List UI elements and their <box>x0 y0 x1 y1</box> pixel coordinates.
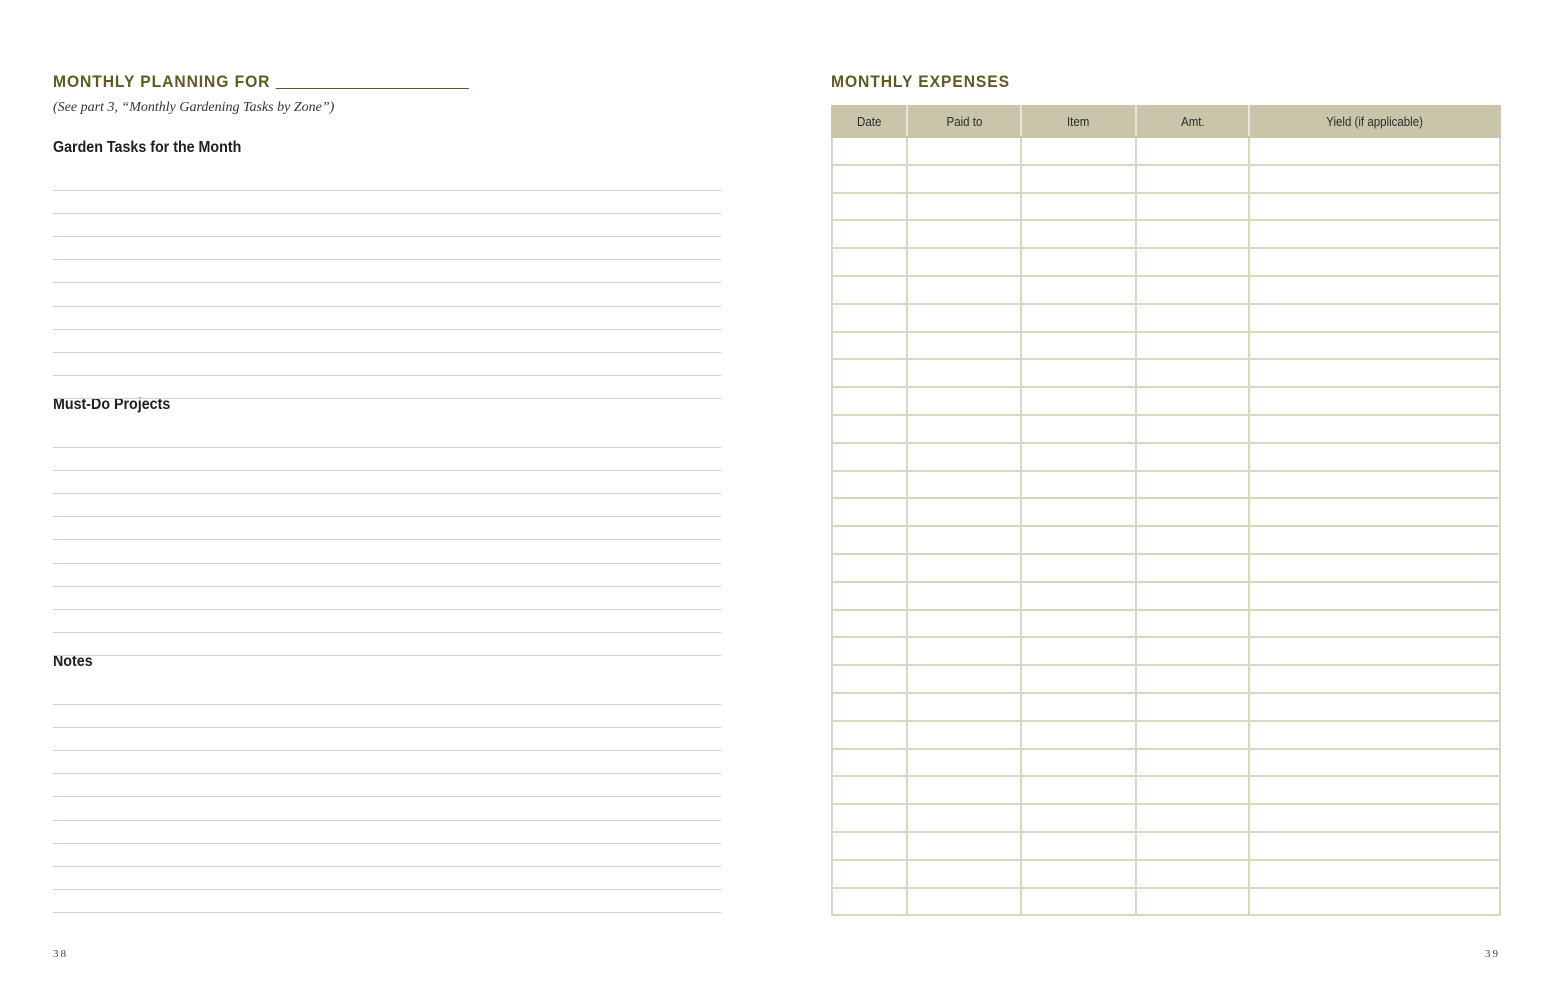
writing-line[interactable] <box>53 609 721 610</box>
cell-date[interactable] <box>832 498 907 526</box>
right-page <box>776 0 1552 996</box>
cell-yield[interactable] <box>1249 193 1500 221</box>
table-row <box>832 137 1500 165</box>
cell-amount[interactable] <box>1136 610 1249 638</box>
writing-line[interactable] <box>53 539 721 540</box>
table-row <box>832 582 1500 610</box>
cell-paid-to[interactable] <box>907 471 1021 499</box>
cell-item[interactable] <box>1021 498 1136 526</box>
cell-date[interactable] <box>832 359 907 387</box>
cell-date[interactable] <box>832 220 907 248</box>
writing-line[interactable] <box>53 889 721 890</box>
cell-paid-to[interactable] <box>907 220 1021 248</box>
table-body <box>832 137 1500 915</box>
table-row <box>832 860 1500 888</box>
column-header-date: Date <box>832 106 907 137</box>
cell-paid-to[interactable] <box>907 610 1021 638</box>
cell-paid-to[interactable] <box>907 193 1021 221</box>
page-number: 38 <box>53 948 68 960</box>
cell-yield[interactable] <box>1249 498 1500 526</box>
cell-date[interactable] <box>832 582 907 610</box>
writing-line[interactable] <box>53 493 721 494</box>
cell-date[interactable] <box>832 610 907 638</box>
cell-amount[interactable] <box>1136 498 1249 526</box>
cell-paid-to[interactable] <box>907 860 1021 888</box>
cell-yield[interactable] <box>1249 220 1500 248</box>
cell-paid-to[interactable] <box>907 749 1021 777</box>
cell-date[interactable] <box>832 554 907 582</box>
table-row <box>832 526 1500 554</box>
cell-amount[interactable] <box>1136 443 1249 471</box>
cell-date[interactable] <box>832 888 907 916</box>
writing-line[interactable] <box>53 586 721 587</box>
writing-line[interactable] <box>53 820 721 821</box>
cell-item[interactable] <box>1021 387 1136 415</box>
table-row <box>832 776 1500 804</box>
cell-item[interactable] <box>1021 526 1136 554</box>
cell-paid-to[interactable] <box>907 665 1021 693</box>
cell-yield[interactable] <box>1249 304 1500 332</box>
cell-item[interactable] <box>1021 582 1136 610</box>
cell-yield[interactable] <box>1249 137 1500 165</box>
cell-amount[interactable] <box>1136 165 1249 193</box>
cell-date[interactable] <box>832 749 907 777</box>
cell-yield[interactable] <box>1249 832 1500 860</box>
cell-date[interactable] <box>832 776 907 804</box>
table-row <box>832 804 1500 832</box>
cell-paid-to[interactable] <box>907 332 1021 360</box>
cell-amount[interactable] <box>1136 248 1249 276</box>
cell-date[interactable] <box>832 332 907 360</box>
cell-amount[interactable] <box>1136 359 1249 387</box>
cell-date[interactable] <box>832 665 907 693</box>
cell-item[interactable] <box>1021 860 1136 888</box>
cell-amount[interactable] <box>1136 637 1249 665</box>
table-row <box>832 610 1500 638</box>
cell-date[interactable] <box>832 693 907 721</box>
cell-amount[interactable] <box>1136 332 1249 360</box>
cell-amount[interactable] <box>1136 888 1249 916</box>
cell-date[interactable] <box>832 860 907 888</box>
cell-paid-to[interactable] <box>907 498 1021 526</box>
table-row <box>832 888 1500 916</box>
section-heading-notes: Notes <box>53 653 93 670</box>
cell-paid-to[interactable] <box>907 582 1021 610</box>
table-row <box>832 415 1500 443</box>
cell-item[interactable] <box>1021 359 1136 387</box>
cell-yield[interactable] <box>1249 776 1500 804</box>
cell-yield[interactable] <box>1249 526 1500 554</box>
cell-amount[interactable] <box>1136 693 1249 721</box>
cell-date[interactable] <box>832 804 907 832</box>
table-row <box>832 387 1500 415</box>
page-title <box>53 72 469 92</box>
cell-yield[interactable] <box>1249 749 1500 777</box>
table-row <box>832 832 1500 860</box>
cell-item[interactable] <box>1021 610 1136 638</box>
cell-yield[interactable] <box>1249 610 1500 638</box>
cell-item[interactable] <box>1021 276 1136 304</box>
cell-amount[interactable] <box>1136 665 1249 693</box>
writing-line[interactable] <box>53 843 721 844</box>
table-row <box>832 304 1500 332</box>
writing-line[interactable] <box>53 516 721 517</box>
writing-line[interactable] <box>53 796 721 797</box>
cell-amount[interactable] <box>1136 304 1249 332</box>
cell-paid-to[interactable] <box>907 443 1021 471</box>
cell-yield[interactable] <box>1249 665 1500 693</box>
cell-date[interactable] <box>832 721 907 749</box>
writing-line[interactable] <box>53 912 721 913</box>
cell-yield[interactable] <box>1249 415 1500 443</box>
table-row <box>832 193 1500 221</box>
column-header-amount: Amt. <box>1136 106 1249 137</box>
cell-yield[interactable] <box>1249 165 1500 193</box>
cell-item[interactable] <box>1021 471 1136 499</box>
cell-paid-to[interactable] <box>907 888 1021 916</box>
cell-item[interactable] <box>1021 554 1136 582</box>
cell-paid-to[interactable] <box>907 387 1021 415</box>
cell-paid-to[interactable] <box>907 637 1021 665</box>
cell-paid-to[interactable] <box>907 832 1021 860</box>
cell-paid-to[interactable] <box>907 276 1021 304</box>
cell-item[interactable] <box>1021 776 1136 804</box>
section-heading-garden-tasks: Garden Tasks for the Month <box>53 139 242 156</box>
page-number: 39 <box>1485 948 1500 960</box>
table-row <box>832 165 1500 193</box>
cell-amount[interactable] <box>1136 749 1249 777</box>
cell-amount[interactable] <box>1136 415 1249 443</box>
column-header-paid-to: Paid to <box>907 106 1021 137</box>
cell-amount[interactable] <box>1136 860 1249 888</box>
cell-item[interactable] <box>1021 637 1136 665</box>
cell-date[interactable] <box>832 165 907 193</box>
writing-line[interactable] <box>53 213 721 214</box>
cell-amount[interactable] <box>1136 832 1249 860</box>
cell-amount[interactable] <box>1136 582 1249 610</box>
cell-amount[interactable] <box>1136 220 1249 248</box>
table-row <box>832 665 1500 693</box>
expenses-table <box>831 105 1501 916</box>
writing-line[interactable] <box>53 632 721 633</box>
cell-yield[interactable] <box>1249 888 1500 916</box>
writing-line[interactable] <box>53 704 721 705</box>
cell-paid-to[interactable] <box>907 804 1021 832</box>
writing-line[interactable] <box>53 727 721 728</box>
cell-paid-to[interactable] <box>907 415 1021 443</box>
column-header-item: Item <box>1021 106 1136 137</box>
table-row <box>832 332 1500 360</box>
table-row <box>832 359 1500 387</box>
page-title-text: MONTHLY PLANNING FOR <box>53 72 271 91</box>
writing-line[interactable] <box>53 773 721 774</box>
cell-date[interactable] <box>832 276 907 304</box>
cell-amount[interactable] <box>1136 387 1249 415</box>
cell-paid-to[interactable] <box>907 554 1021 582</box>
cell-yield[interactable] <box>1249 359 1500 387</box>
writing-line[interactable] <box>53 866 721 867</box>
cell-yield[interactable] <box>1249 637 1500 665</box>
cell-date[interactable] <box>832 193 907 221</box>
table-row <box>832 749 1500 777</box>
table-row <box>832 248 1500 276</box>
cell-paid-to[interactable] <box>907 248 1021 276</box>
cell-date[interactable] <box>832 471 907 499</box>
cell-amount[interactable] <box>1136 137 1249 165</box>
cell-paid-to[interactable] <box>907 721 1021 749</box>
cell-item[interactable] <box>1021 165 1136 193</box>
cell-item[interactable] <box>1021 443 1136 471</box>
cell-date[interactable] <box>832 387 907 415</box>
writing-line[interactable] <box>53 563 721 564</box>
cell-item[interactable] <box>1021 332 1136 360</box>
table-row <box>832 721 1500 749</box>
writing-line[interactable] <box>53 259 721 260</box>
cell-paid-to[interactable] <box>907 776 1021 804</box>
cell-paid-to[interactable] <box>907 359 1021 387</box>
cell-yield[interactable] <box>1249 248 1500 276</box>
table-row <box>832 554 1500 582</box>
cell-yield[interactable] <box>1249 471 1500 499</box>
cell-item[interactable] <box>1021 220 1136 248</box>
table-row <box>832 220 1500 248</box>
cell-item[interactable] <box>1021 832 1136 860</box>
table-row <box>832 693 1500 721</box>
cell-item[interactable] <box>1021 804 1136 832</box>
column-header-yield: Yield (if applicable) <box>1249 106 1500 137</box>
writing-line[interactable] <box>53 236 721 237</box>
cell-amount[interactable] <box>1136 276 1249 304</box>
cell-amount[interactable] <box>1136 721 1249 749</box>
cell-yield[interactable] <box>1249 554 1500 582</box>
writing-line[interactable] <box>53 750 721 751</box>
cell-yield[interactable] <box>1249 804 1500 832</box>
cell-date[interactable] <box>832 443 907 471</box>
cell-date[interactable] <box>832 526 907 554</box>
cell-item[interactable] <box>1021 304 1136 332</box>
cell-item[interactable] <box>1021 248 1136 276</box>
cell-yield[interactable] <box>1249 860 1500 888</box>
cell-amount[interactable] <box>1136 471 1249 499</box>
expenses-title: MONTHLY EXPENSES <box>831 72 1010 91</box>
writing-line[interactable] <box>53 282 721 283</box>
table-row <box>832 498 1500 526</box>
table-row <box>832 276 1500 304</box>
cell-paid-to[interactable] <box>907 304 1021 332</box>
section-heading-must-do-projects: Must-Do Projects <box>53 396 171 413</box>
writing-line[interactable] <box>53 447 721 448</box>
cell-yield[interactable] <box>1249 276 1500 304</box>
cell-paid-to[interactable] <box>907 693 1021 721</box>
writing-line[interactable] <box>53 329 721 330</box>
table-row <box>832 443 1500 471</box>
cell-amount[interactable] <box>1136 526 1249 554</box>
page-subtitle: (See part 3, “Monthly Gardening Tasks by Zone”) <box>53 100 335 115</box>
cell-date[interactable] <box>832 304 907 332</box>
writing-line[interactable] <box>53 655 721 656</box>
table-row <box>832 637 1500 665</box>
cell-item[interactable] <box>1021 415 1136 443</box>
month-blank-line[interactable] <box>276 74 469 89</box>
cell-item[interactable] <box>1021 693 1136 721</box>
cell-paid-to[interactable] <box>907 165 1021 193</box>
cell-item[interactable] <box>1021 665 1136 693</box>
cell-item[interactable] <box>1021 193 1136 221</box>
cell-date[interactable] <box>832 137 907 165</box>
cell-item[interactable] <box>1021 888 1136 916</box>
cell-yield[interactable] <box>1249 721 1500 749</box>
cell-yield[interactable] <box>1249 693 1500 721</box>
cell-paid-to[interactable] <box>907 526 1021 554</box>
table-header-row <box>832 106 1500 137</box>
cell-yield[interactable] <box>1249 332 1500 360</box>
writing-line[interactable] <box>53 190 721 191</box>
cell-item[interactable] <box>1021 721 1136 749</box>
cell-date[interactable] <box>832 637 907 665</box>
writing-line[interactable] <box>53 375 721 376</box>
cell-amount[interactable] <box>1136 776 1249 804</box>
cell-date[interactable] <box>832 248 907 276</box>
cell-amount[interactable] <box>1136 804 1249 832</box>
cell-item[interactable] <box>1021 749 1136 777</box>
cell-paid-to[interactable] <box>907 137 1021 165</box>
cell-yield[interactable] <box>1249 582 1500 610</box>
writing-line[interactable] <box>53 398 721 399</box>
cell-yield[interactable] <box>1249 443 1500 471</box>
writing-line[interactable] <box>53 352 721 353</box>
cell-date[interactable] <box>832 832 907 860</box>
cell-amount[interactable] <box>1136 193 1249 221</box>
table-row <box>832 471 1500 499</box>
cell-yield[interactable] <box>1249 387 1500 415</box>
cell-amount[interactable] <box>1136 554 1249 582</box>
cell-item[interactable] <box>1021 137 1136 165</box>
writing-line[interactable] <box>53 470 721 471</box>
cell-date[interactable] <box>832 415 907 443</box>
writing-line[interactable] <box>53 306 721 307</box>
